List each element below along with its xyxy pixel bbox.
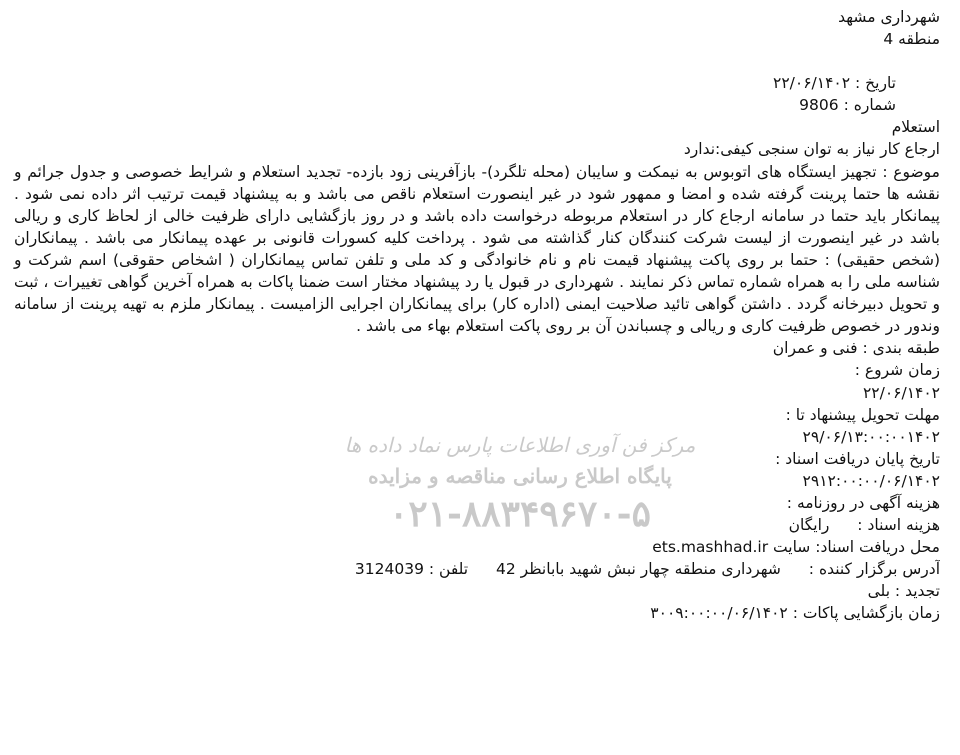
deadline-label: مهلت تحویل پیشنهاد تا :: [785, 405, 940, 424]
doc-place-link[interactable]: ets.mashhad.ir: [652, 538, 769, 557]
org-name: شهرداری مشهد: [838, 8, 940, 26]
watermark-line-1: مرکز فن آوری اطلاعات پارس نماد داده ها: [344, 433, 696, 457]
ad-cost: هزینه آگهی در روزنامه :: [786, 493, 940, 512]
address-row: [14, 558, 940, 580]
number-value: 9806: [799, 96, 839, 115]
subject-paragraph: موضوع : تجهیز ایستگاه های اتوبوس به نیمکت و سایبان (محله تلگرد)- بازآفرینی زود بازده- تجدید استعلام و شرایط خصوصی و جدول جرائم و نقشه ها حتما پرینت گرفته شده و امضا و ممهور شود در غیر اینصورت استعلام ناقص می باشد و به پیشنهاد قیمت ترتیب اثر داده نمی شود . پیمانکار باید حتما در سامانه ارجاع کار در استعلام مربوطه درخواست داده باشد و در روز بازگشایی دارای ظرفیت خالی از لحاظ کاری و ریالی باشد در غیر اینصورت از لیست شرکت کنندگان کنار گذاشته می شود . پرداخت کلیه کسورات قانونی بر عهده پیمانکار می باشد . پیمانکاران (شخص حقیقی) : حتما بر روی پاکت پیشنهاد قیمت نام و نام خانوادگی و کد ملی و تلفن تماس پیمانکاران ( اشخاص حقوقی) اسم شرکت و شناسه ملی را به همراه شماره تماس ذکر نمایند . شهرداری در قبول یا رد پیشنهاد مختار است ضمنا پاکات به همراه آخرین گواهی تغییرات ، ثبت و تحویل دبیرخانه گردد . داشتن گواهی تائید صلاحیت ایمنی (اداره کار) برای پیمانکاران اجرایی الزامیست . پیمانکار ملزم به تهیه پرینت از سامانه وندور در خصوص ظرفیت کاری و ریالی و چسباندن آن بر روی پاکت استعلام بهاء می باشد .: [14, 162, 940, 336]
start-value: ۲۲/۰۶/۱۴۰۲: [862, 383, 940, 402]
watermark-phone: ۰۲۱-۸۸۳۴۹۶۷۰-۵: [389, 493, 651, 535]
renewal: تجدید : بلی: [867, 582, 940, 601]
doc-cost-label: هزینه اسناد :: [857, 516, 940, 535]
deadline-value: ۲۹/۰۶/۱۳:۰۰:۰۰۱۴۰۲: [802, 427, 940, 446]
date-label: تاریخ :: [855, 74, 896, 93]
date-row: [14, 72, 940, 94]
phone-label: تلفن :: [428, 560, 469, 579]
opening-value: ۳۰۰۹:۰۰:۰۰/۰۶/۱۴۰۲: [650, 604, 788, 623]
number-label: شماره :: [843, 96, 896, 115]
category: طبقه بندی : فنی و عمران: [772, 339, 940, 358]
number-row: [14, 94, 940, 116]
opening-label: زمان بازگشایی پاکات :: [792, 604, 940, 623]
start-label: زمان شروع :: [854, 361, 940, 380]
document-title: استعلام: [891, 118, 940, 137]
opening-row: [14, 602, 940, 624]
address-label: آدرس برگزار کننده :: [808, 560, 940, 579]
region-name: منطقه 4: [883, 30, 940, 49]
doc-place-row: [14, 536, 940, 558]
doc-end-value: ۲۹۱۲:۰۰:۰۰/۰۶/۱۴۰۲: [802, 471, 940, 490]
doc-cost-row: [14, 514, 940, 536]
date-value: ۲۲/۰۶/۱۴۰۲: [773, 74, 851, 93]
address-value: شهرداری منطقه چهار نبش شهید بابانظر 42: [495, 560, 781, 579]
phone-value: 3124039: [354, 560, 424, 579]
watermark-line-2: پایگاه اطلاع رسانی مناقصه و مزایده: [368, 464, 672, 488]
doc-place-label: محل دریافت اسناد: سایت: [773, 538, 940, 557]
doc-cost-value: رایگان: [788, 516, 830, 535]
doc-end-label: تاریخ پایان دریافت اسناد :: [775, 449, 940, 468]
quality-note: ارجاع کار نیاز به توان سنجی کیفی:ندارد: [683, 140, 940, 159]
